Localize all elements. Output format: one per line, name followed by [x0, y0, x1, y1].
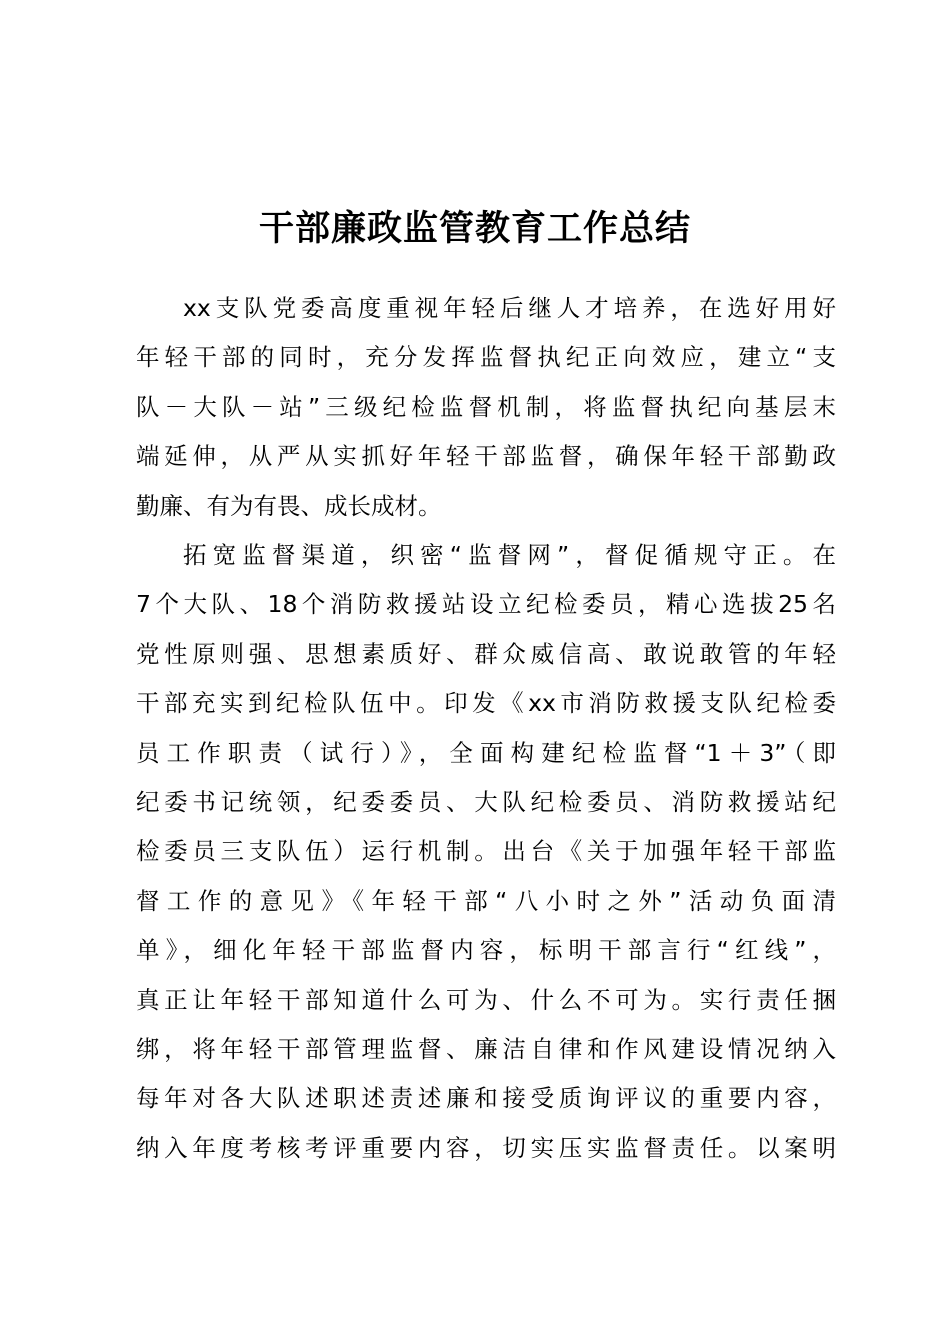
text-line: 真正让年轻干部知道什么可为、什么不可为。实行责任捆 [136, 985, 836, 1014]
text-line: 纪委书记统领，纪委委员、大队纪检委员、消防救援站纪 [136, 787, 836, 816]
text-line: 检委员三支队伍）运行机制。出台《关于加强年轻干部监 [136, 837, 836, 866]
text-line: 党性原则强、思想素质好、群众威信高、敢说敢管的年轻 [136, 639, 836, 668]
text-line: 端延伸，从严从实抓好年轻干部监督，确保年轻干部勤政 [136, 442, 836, 471]
text-line: 每年对各大队述职述责述廉和接受质询评议的重要内容， [136, 1084, 836, 1113]
text-line: 绑，将年轻干部管理监督、廉洁自律和作风建设情况纳入 [136, 1034, 836, 1063]
text-line: 员工作职责（试行）》，全面构建纪检监督“1＋3”（即 [136, 738, 836, 767]
document-title: 干部廉政监管教育工作总结 [258, 209, 691, 249]
text-line: 单》，细化年轻干部监督内容，标明干部言行“红线”， [136, 936, 836, 965]
text-line: 队－大队－站”三级纪检监督机制，将监督执纪向基层末 [136, 392, 836, 421]
text-line: 纳入年度考核考评重要内容，切实压实监督责任。以案明 [136, 1133, 836, 1162]
text-line: xx支队党委高度重视年轻后继人才培养，在选好用好 [183, 294, 836, 322]
text-line: 督工作的意见》《年轻干部“八小时之外”活动负面清 [136, 886, 836, 915]
text-line: 干部充实到纪检队伍中。印发《xx市消防救援支队纪检委 [136, 689, 836, 718]
paragraph-1 [136, 284, 836, 531]
text-line: 拓宽监督渠道，织密“监督网”，督促循规守正。在 [183, 541, 836, 569]
text-line: 年轻干部的同时，充分发挥监督执纪正向效应，建立“支 [136, 343, 836, 372]
text-line: 勤廉、有为有畏、成长成材。 [136, 491, 442, 520]
text-line: 7个大队、18个消防救援站设立纪检委员，精心选拔25名 [136, 590, 836, 619]
paragraph-2 [136, 531, 836, 1173]
